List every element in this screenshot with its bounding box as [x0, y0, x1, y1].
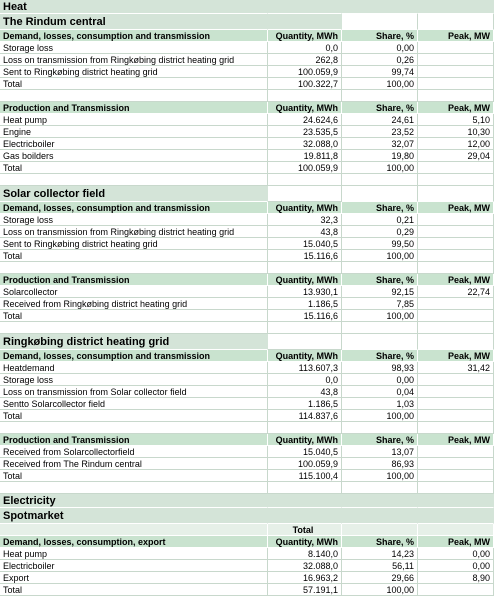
electricity-section-header — [0, 494, 496, 508]
table-row — [0, 126, 496, 138]
table-header — [0, 350, 496, 362]
table-row-cell: 56,11 — [342, 560, 418, 572]
table-row-cell: 22,74 — [418, 286, 494, 298]
table-row-cell: 32,07 — [342, 138, 418, 150]
table-row — [0, 42, 496, 54]
table-row-cell: 13,07 — [342, 446, 418, 458]
table-row-cell: Loss on transmission from Ringkøbing district heating grid — [0, 226, 268, 238]
table-row — [0, 374, 496, 386]
table-row-cell — [418, 446, 494, 458]
table-row-cell: 1.186,5 — [268, 298, 342, 310]
table-row-cell: 32.088,0 — [268, 560, 342, 572]
table-row-cell: 32,3 — [268, 214, 342, 226]
table-row — [0, 470, 496, 482]
table-row-cell — [418, 298, 494, 310]
table-row-cell: Sent to Ringkøbing district heating grid — [0, 66, 268, 78]
table-row-cell: Heat pump — [0, 114, 268, 126]
table-row — [0, 114, 496, 126]
table-row-cell: Storage loss — [0, 42, 268, 54]
table-row-cell: 19.811,8 — [268, 150, 342, 162]
table-header-cell: Peak, MW — [418, 350, 494, 362]
table-row-cell: 100.322,7 — [268, 78, 342, 90]
table-row-cell: 1.186,5 — [268, 398, 342, 410]
table-row-cell: Storage loss — [0, 214, 268, 226]
rindum-production-table — [0, 102, 496, 174]
table-row-cell — [418, 238, 494, 250]
table-header-cell: Quantity, MWh — [268, 274, 342, 286]
table-row — [0, 162, 496, 174]
table-header-cell: Peak, MW — [418, 536, 494, 548]
heat-title: Heat — [0, 0, 268, 14]
table-row — [0, 446, 496, 458]
table-row-cell: 0,00 — [418, 548, 494, 560]
solar-title-row — [0, 186, 496, 202]
table-row-cell — [418, 310, 494, 322]
table-row-cell — [418, 78, 494, 90]
table-row-cell: 43,8 — [268, 226, 342, 238]
table-header-cell: Share, % — [342, 102, 418, 114]
table-row-cell: 13.930,1 — [268, 286, 342, 298]
table-header-cell: Production and Transmission — [0, 434, 268, 446]
table-row — [0, 398, 496, 410]
table-header-cell: Demand, losses, consumption and transmission — [0, 30, 268, 42]
table-row-cell: 113.607,3 — [268, 362, 342, 374]
table-row-cell: 7,85 — [342, 298, 418, 310]
table-row-cell: 0,21 — [342, 214, 418, 226]
table-header — [0, 536, 496, 548]
table-row-cell: Total — [0, 470, 268, 482]
rindum-demand-table — [0, 30, 496, 90]
table-row-cell: Total — [0, 250, 268, 262]
heat-section-header — [0, 0, 496, 14]
table-row-cell: 19,80 — [342, 150, 418, 162]
table-row — [0, 54, 496, 66]
table-row — [0, 362, 496, 374]
table-row — [0, 310, 496, 322]
table-row-cell: 262,8 — [268, 54, 342, 66]
table-row-cell: 100,00 — [342, 310, 418, 322]
table-header-cell: Peak, MW — [418, 434, 494, 446]
table-row-cell — [418, 42, 494, 54]
table-row-cell: Total — [0, 310, 268, 322]
table-header-cell: Quantity, MWh — [268, 536, 342, 548]
table-row-cell: 98,93 — [342, 362, 418, 374]
table-header-cell: Quantity, MWh — [268, 102, 342, 114]
table-row-cell: Engine — [0, 126, 268, 138]
table-row — [0, 548, 496, 560]
rindum-title-row — [0, 14, 496, 30]
table-header-cell: Share, % — [342, 30, 418, 42]
table-header-cell: Share, % — [342, 202, 418, 214]
table-row-cell: 8.140,0 — [268, 548, 342, 560]
table-row-cell: 115.100,4 — [268, 470, 342, 482]
table-row-cell: 31,42 — [418, 362, 494, 374]
table-row — [0, 250, 496, 262]
table-row-cell: 29,04 — [418, 150, 494, 162]
spot-title: Spotmarket — [0, 508, 268, 524]
table-row-cell: 100,00 — [342, 250, 418, 262]
table-header-cell: Production and Transmission — [0, 102, 268, 114]
table-row — [0, 66, 496, 78]
table-row-cell: Loss on transmission from Solar collector field — [0, 386, 268, 398]
table-row-cell: 100,00 — [342, 410, 418, 422]
table-row-cell: 15.040,5 — [268, 446, 342, 458]
table-row-cell: Gas boilders — [0, 150, 268, 162]
table-row-cell: 5,10 — [418, 114, 494, 126]
table-header — [0, 102, 496, 114]
table-header-cell: Quantity, MWh — [268, 350, 342, 362]
table-header-cell: Share, % — [342, 434, 418, 446]
table-row — [0, 286, 496, 298]
table-header-cell: Peak, MW — [418, 274, 494, 286]
table-row — [0, 410, 496, 422]
rindum-title: The Rindum central — [0, 14, 268, 30]
table-row-cell — [418, 398, 494, 410]
table-row-cell: 23.535,5 — [268, 126, 342, 138]
spot-table — [0, 536, 496, 596]
table-row-cell — [418, 374, 494, 386]
table-header-cell: Share, % — [342, 536, 418, 548]
table-row-cell: 99,74 — [342, 66, 418, 78]
spot-title-row — [0, 508, 496, 524]
table-row-cell: 100,00 — [342, 78, 418, 90]
table-row-cell — [418, 66, 494, 78]
table-row-cell: 100,00 — [342, 584, 418, 596]
table-row-cell: Solarcollector — [0, 286, 268, 298]
spot-total-label: Total — [268, 524, 342, 536]
table-header-cell: Peak, MW — [418, 202, 494, 214]
table-row-cell: 0,26 — [342, 54, 418, 66]
table-header-cell: Quantity, MWh — [268, 434, 342, 446]
table-row-cell: Electricboiler — [0, 138, 268, 150]
table-row-cell: 14,23 — [342, 548, 418, 560]
table-row-cell: 0,00 — [418, 560, 494, 572]
table-row-cell: Total — [0, 584, 268, 596]
table-row-cell: 100.059,9 — [268, 66, 342, 78]
table-row — [0, 150, 496, 162]
table-header-cell: Demand, losses, consumption, export — [0, 536, 268, 548]
table-header — [0, 274, 496, 286]
table-row-cell: 114.837,6 — [268, 410, 342, 422]
table-row — [0, 560, 496, 572]
table-row-cell: Total — [0, 162, 268, 174]
table-row — [0, 78, 496, 90]
table-row-cell: Export — [0, 572, 268, 584]
table-header-cell: Demand, losses, consumption and transmission — [0, 202, 268, 214]
table-row-cell: Received from The Rindum central — [0, 458, 268, 470]
table-row-cell: 16.963,2 — [268, 572, 342, 584]
table-header-cell: Peak, MW — [418, 30, 494, 42]
solar-demand-table — [0, 202, 496, 262]
table-row-cell: Loss on transmission from Ringkøbing district heating grid — [0, 54, 268, 66]
table-row — [0, 226, 496, 238]
table-header — [0, 202, 496, 214]
grid-title: Ringkøbing district heating grid — [0, 334, 268, 350]
table-header — [0, 30, 496, 42]
table-row-cell: 15.116,6 — [268, 250, 342, 262]
table-row-cell: 0,0 — [268, 42, 342, 54]
table-row-cell: 24.624,6 — [268, 114, 342, 126]
table-row-cell: 10,30 — [418, 126, 494, 138]
table-row-cell: 24,61 — [342, 114, 418, 126]
table-row-cell: 100.059,9 — [268, 458, 342, 470]
table-row-cell: 32.088,0 — [268, 138, 342, 150]
table-row-cell — [418, 162, 494, 174]
table-row-cell: 0,04 — [342, 386, 418, 398]
table-row-cell: 8,90 — [418, 572, 494, 584]
table-header-cell: Quantity, MWh — [268, 202, 342, 214]
solar-production-table — [0, 274, 496, 322]
table-row-cell — [418, 226, 494, 238]
table-row-cell: 15.040,5 — [268, 238, 342, 250]
table-row — [0, 572, 496, 584]
table-row-cell: Sent to Ringkøbing district heating grid — [0, 238, 268, 250]
table-row-cell: Sentto Solarcollector field — [0, 398, 268, 410]
table-row-cell: 92,15 — [342, 286, 418, 298]
table-row-cell: 0,00 — [342, 42, 418, 54]
table-row-cell: 0,0 — [268, 374, 342, 386]
table-row — [0, 138, 496, 150]
table-row-cell — [418, 250, 494, 262]
table-row-cell: 15.116,6 — [268, 310, 342, 322]
table-row-cell: Received from Solarcollectorfield — [0, 446, 268, 458]
table-row-cell: 1,03 — [342, 398, 418, 410]
grid-demand-table — [0, 350, 496, 422]
table-row-cell: 23,52 — [342, 126, 418, 138]
table-header-cell: Share, % — [342, 350, 418, 362]
table-row-cell: 57.191,1 — [268, 584, 342, 596]
table-row-cell — [418, 386, 494, 398]
solar-title: Solar collector field — [0, 186, 268, 202]
table-row — [0, 238, 496, 250]
table-row-cell — [418, 470, 494, 482]
grid-title-row — [0, 334, 496, 350]
spot-total-header-row — [0, 524, 496, 536]
table-row-cell — [418, 214, 494, 226]
table-row-cell: 100,00 — [342, 470, 418, 482]
table-row-cell: Total — [0, 78, 268, 90]
table-row — [0, 386, 496, 398]
table-row-cell: Total — [0, 410, 268, 422]
table-row-cell: 0,00 — [342, 374, 418, 386]
table-header-cell: Demand, losses, consumption and transmission — [0, 350, 268, 362]
table-row-cell: Electricboiler — [0, 560, 268, 572]
table-header-cell: Share, % — [342, 274, 418, 286]
table-row — [0, 214, 496, 226]
table-row-cell: 100,00 — [342, 162, 418, 174]
table-row-cell: Heatdemand — [0, 362, 268, 374]
electricity-title: Electricity — [0, 494, 268, 508]
table-row-cell: Received from Ringkøbing district heating grid — [0, 298, 268, 310]
table-row-cell: 86,93 — [342, 458, 418, 470]
table-row-cell — [418, 410, 494, 422]
table-row-cell: Heat pump — [0, 548, 268, 560]
table-row — [0, 584, 496, 596]
table-row-cell: 100.059,9 — [268, 162, 342, 174]
table-row-cell: 43,8 — [268, 386, 342, 398]
table-row-cell — [418, 54, 494, 66]
table-header — [0, 434, 496, 446]
table-row-cell: 99,50 — [342, 238, 418, 250]
table-row-cell: 0,29 — [342, 226, 418, 238]
table-row-cell: Storage loss — [0, 374, 268, 386]
table-row-cell — [418, 584, 494, 596]
table-row-cell — [418, 458, 494, 470]
table-row-cell: 29,66 — [342, 572, 418, 584]
grid-production-table — [0, 434, 496, 482]
table-row — [0, 458, 496, 470]
table-header-cell: Peak, MW — [418, 102, 494, 114]
table-header-cell: Quantity, MWh — [268, 30, 342, 42]
table-header-cell: Production and Transmission — [0, 274, 268, 286]
table-row-cell: 12,00 — [418, 138, 494, 150]
table-row — [0, 298, 496, 310]
